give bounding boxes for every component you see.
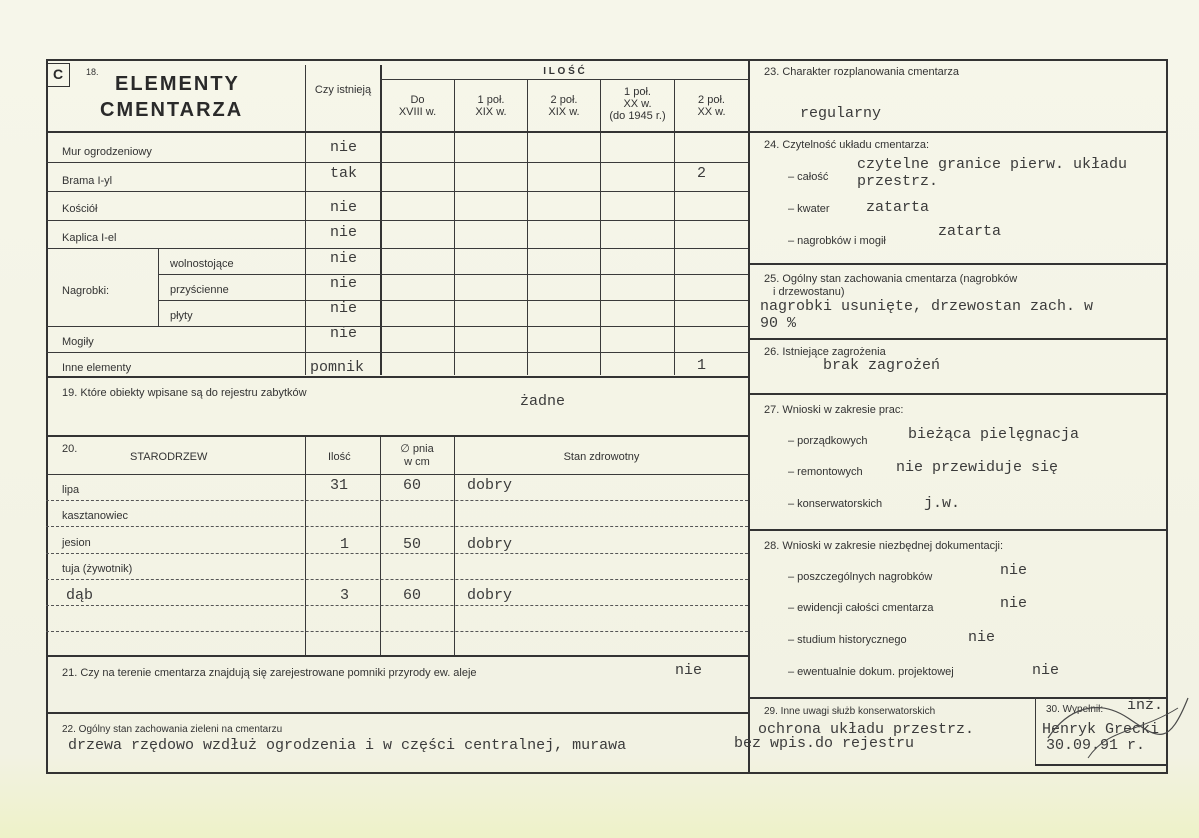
col-divider-4 <box>600 80 601 375</box>
q20-row-line <box>46 526 748 527</box>
q20-col-stan: Stan zdrowotny <box>563 451 640 463</box>
q27-kons-value: j.w. <box>924 495 961 512</box>
tree-stan-lipa: dobry <box>467 477 513 494</box>
row-line <box>46 326 748 327</box>
q27-kons-label: – konserwatorskich <box>788 498 883 510</box>
row-label-mogily: Mogiły <box>62 336 94 348</box>
q28-label: 28. Wnioski w zakresie niezbędnej dokumentacji: <box>764 540 1004 552</box>
q24-calosc-value-1: czytelne granice pierw. układu <box>857 156 1128 173</box>
q28-c-value: nie <box>968 629 996 646</box>
col5-label-b: XX w. <box>697 106 726 118</box>
q25-value-1: nagrobki usunięte, drzewostan zach. w <box>760 298 1094 315</box>
q20-col-divider <box>305 437 306 655</box>
row-line <box>46 352 748 353</box>
q24-nagrobkow-label: – nagrobków i mogił <box>788 235 886 247</box>
q30-value-1: inż. <box>1127 697 1164 714</box>
q30-value-3: 30.09.91 r. <box>1046 737 1146 754</box>
col-exists-header: Czy istnieją <box>314 84 372 96</box>
value-brama: tak <box>330 165 358 182</box>
nagrobki-divider <box>158 248 159 326</box>
q20-col-pnia-b: w cm <box>404 456 430 468</box>
value-inne: pomnik <box>310 359 365 376</box>
tree-name-jesion: jesion <box>62 537 91 549</box>
row-label-brama: Brama I-yl <box>62 175 113 187</box>
col-divider-3 <box>527 80 528 375</box>
q28-c-label: – studium historycznego <box>788 634 907 646</box>
main-divider <box>748 59 750 774</box>
row-line <box>46 248 748 249</box>
row-label-kosciol: Kościół <box>62 203 98 215</box>
value-mur: nie <box>330 139 358 156</box>
q25-bottom-line <box>748 338 1168 340</box>
q28-b-value: nie <box>1000 595 1028 612</box>
q23-bottom-line <box>748 131 1168 133</box>
col2-label-b: XIX w. <box>475 106 507 118</box>
q20-col-divider <box>454 437 455 655</box>
tree-ilosc-jesion: 1 <box>340 536 350 553</box>
q28-d-value: nie <box>1032 662 1060 679</box>
q30-value-2: Henryk Grecki <box>1042 721 1160 738</box>
q20-row-line <box>46 500 748 501</box>
table-bottom-line <box>46 376 748 378</box>
tree-ilosc-lipa: 31 <box>330 477 349 494</box>
tree-name-tuja: tuja (żywotnik) <box>62 563 133 575</box>
q24-calosc-value-2: przestrz. <box>857 173 939 190</box>
q30-label: 30. Wypełnił: <box>1046 704 1104 715</box>
col1-label-b: XVIII w. <box>398 106 437 118</box>
q28-d-label: – ewentualnie dokum. projektowej <box>788 666 954 678</box>
q21-value: nie <box>675 662 703 679</box>
q19-bottom-line <box>46 435 748 437</box>
tree-name-kasztanowiec: kasztanowiec <box>62 510 129 522</box>
q24-calosc-label: – całość <box>788 171 829 183</box>
value-brama-xx2: 2 <box>697 165 707 182</box>
row-label-nagrobki: Nagrobki: <box>62 285 110 297</box>
q26-value: brak zagrożeń <box>823 357 941 374</box>
ilosc-underline <box>380 79 748 80</box>
q20-header-line <box>46 474 748 475</box>
value-inne-xx2: 1 <box>697 357 707 374</box>
col3-label-a: 2 poł. <box>550 94 578 106</box>
q27-label: 27. Wnioski w zakresie prac: <box>764 404 904 416</box>
q20-number: 20. <box>62 443 78 455</box>
q26-bottom-line <box>748 393 1168 395</box>
value-plyty: nie <box>330 300 358 317</box>
tree-stan-jesion: dobry <box>467 536 513 553</box>
tree-name-lipa: lipa <box>62 484 80 496</box>
value-mogily: nie <box>330 325 358 342</box>
q20-col-pnia-a: ∅ pnia <box>400 443 434 455</box>
section-letter-box: C <box>46 63 70 87</box>
q24-kwater-label: – kwater <box>788 203 830 215</box>
tree-ilosc-dab: 3 <box>340 587 350 604</box>
q20-col-ilosc: Ilość <box>328 451 351 463</box>
q29-value-2: bez wpis.do rejestru <box>734 735 915 752</box>
q24-nagrobkow-value: zatarta <box>938 223 1002 240</box>
tree-pnia-dab: 60 <box>403 587 422 604</box>
q20-row-line <box>46 605 748 606</box>
q20-col-divider <box>380 437 381 655</box>
q20-row-line <box>46 553 748 554</box>
q28-b-label: – ewidencji całości cmentarza <box>788 602 934 614</box>
row-label-inne: Inne elementy <box>62 362 132 374</box>
q27-porz-value: bieżąca pielęgnacja <box>908 426 1080 443</box>
handwritten-signature <box>1028 678 1198 778</box>
ilosc-header: I L O Ś Ć <box>543 66 585 77</box>
q20-row-line <box>46 579 748 580</box>
q27-porz-label: – porządkowych <box>788 435 868 447</box>
col4-label-c: (do 1945 r.) <box>609 110 666 122</box>
q29-value-1: ochrona układu przestrz. <box>758 721 975 738</box>
col4-label-b: XX w. <box>623 98 652 110</box>
section-title-line1: ELEMENTY <box>115 73 240 95</box>
value-przysc: nie <box>330 275 358 292</box>
q24-kwater-value: zatarta <box>866 199 930 216</box>
q21-bottom-line <box>46 712 748 714</box>
q20-bottom-line <box>46 655 748 657</box>
col1-label-a: Do <box>410 94 425 106</box>
row-line <box>46 162 748 163</box>
section-number: 18. <box>86 67 99 77</box>
col4-label-a: 1 poł. <box>624 86 651 98</box>
q19-label: 19. Które obiekty wpisane są do rejestru zabytków <box>62 387 307 399</box>
row-label-przysc: przyścienne <box>170 284 229 296</box>
col2-label-a: 1 poł. <box>477 94 505 106</box>
value-kosciol: nie <box>330 199 358 216</box>
q23-label: 23. Charakter rozplanowania cmentarza <box>764 66 960 78</box>
q24-label: 24. Czytelność układu cmentarza: <box>764 139 930 151</box>
tree-pnia-lipa: 60 <box>403 477 422 494</box>
row-label-plyty: płyty <box>170 310 193 322</box>
row-line <box>46 220 748 221</box>
col5-label-a: 2 poł. <box>698 94 725 106</box>
q25-label-2: i drzewostanu) <box>773 286 845 298</box>
tree-stan-dab: dobry <box>467 587 513 604</box>
header-bottom-line <box>46 131 748 133</box>
q27-bottom-line <box>748 529 1168 531</box>
col-divider-2 <box>454 80 455 375</box>
q29-label: 29. Inne uwagi służb konserwatorskich <box>764 706 936 717</box>
row-line <box>158 274 748 275</box>
q26-label: 26. Istniejące zagrożenia <box>764 346 886 358</box>
col3-label-b: XIX w. <box>548 106 580 118</box>
row-line <box>46 191 748 192</box>
q27-rem-label: – remontowych <box>788 466 863 478</box>
q28-a-value: nie <box>1000 562 1028 579</box>
q21-label: 21. Czy na terenie cmentarza znajdują się zarejestrowane pomniki przyrody ew. aleje <box>62 667 477 679</box>
row-line <box>158 300 748 301</box>
value-kaplica: nie <box>330 224 358 241</box>
row-label-mur: Mur ogrodzeniowy <box>62 146 152 158</box>
row-label-kaplica: Kaplica I-el <box>62 232 117 244</box>
tree-name-dab: dąb <box>66 587 94 604</box>
tree-pnia-jesion: 50 <box>403 536 422 553</box>
q23-value: regularny <box>800 105 882 122</box>
row-label-wolno: wolnostojące <box>170 258 234 270</box>
q19-value: żadne <box>520 393 566 410</box>
value-wolno: nie <box>330 250 358 267</box>
q24-bottom-line <box>748 263 1168 265</box>
q22-value: drzewa rzędowo wzdłuż ogrodzenia i w części centralnej, murawa <box>68 737 627 754</box>
q20-header: STARODRZEW <box>130 451 208 463</box>
section-title-line2: CMENTARZA <box>100 99 244 121</box>
q22-label: 22. Ogólny stan zachowania zieleni na cmentarzu <box>62 724 283 735</box>
q28-a-label: – poszczególnych nagrobków <box>788 571 933 583</box>
q25-value-2: 90 % <box>760 315 797 332</box>
col-divider-5 <box>674 80 675 375</box>
q27-rem-value: nie przewiduje się <box>896 459 1059 476</box>
q25-label-1: 25. Ogólny stan zachowania cmentarza (nagrobków <box>764 273 1018 285</box>
q20-row-line <box>46 631 748 632</box>
